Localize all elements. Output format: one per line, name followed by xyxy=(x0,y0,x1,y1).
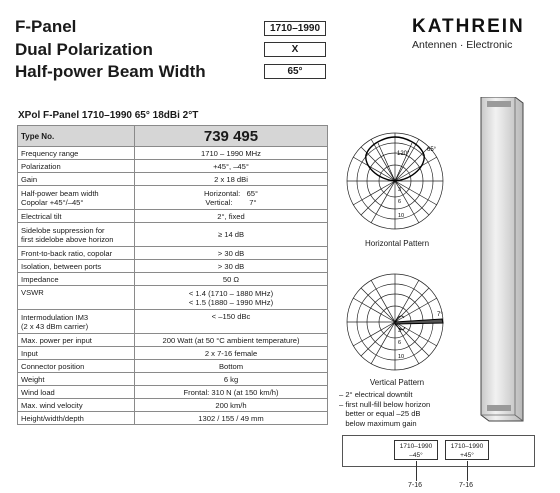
note-line: below maximum gain xyxy=(339,418,417,428)
scale-label-6: 6 xyxy=(398,199,402,205)
row-label: Weight xyxy=(18,373,135,386)
table-row xyxy=(18,173,328,186)
row-value: 6 kg xyxy=(135,373,328,386)
connector-right-polarization: +45° xyxy=(460,452,474,459)
table-row xyxy=(18,273,328,286)
table-row xyxy=(18,247,328,260)
table-row xyxy=(18,334,328,347)
row-label: Max. power per input xyxy=(18,334,135,347)
table-row xyxy=(18,223,328,247)
row-value xyxy=(135,286,328,310)
vertical-pattern-diagram xyxy=(336,272,456,378)
table-row-type xyxy=(18,126,328,147)
row-value-line: < 1.4 (1710 – 1880 MHz) xyxy=(188,288,274,298)
table-row xyxy=(18,260,328,273)
row-value-line: < 1.5 (1880 – 1990 MHz) xyxy=(188,297,274,307)
beam-width-marker xyxy=(378,143,395,181)
table-row xyxy=(18,386,328,399)
row-value: 200 km/h xyxy=(135,399,328,412)
note-line: – 2° electrical downtilt xyxy=(339,390,413,399)
scale-label-3: 3 xyxy=(398,187,402,193)
row-label: Height/width/depth xyxy=(18,412,135,425)
type-number: 739 495 xyxy=(135,126,328,147)
beam-width-marker xyxy=(395,143,412,181)
row-value: +45°, –45° xyxy=(135,160,328,173)
table-row xyxy=(18,310,328,334)
connector-right-type: 7-16 xyxy=(459,482,474,489)
model-title: XPol F-Panel 1710–1990 65° 18dBi 2°T xyxy=(18,110,199,121)
table-row xyxy=(18,147,328,160)
vertical-beam-shape xyxy=(395,319,443,324)
row-value: 1302 / 155 / 49 mm xyxy=(135,412,328,425)
row-value: 2 x 18 dBi xyxy=(135,173,328,186)
table-row xyxy=(18,186,328,210)
beamwidth-title: Half-power Beam Width xyxy=(15,62,206,81)
row-label: Isolation, between ports xyxy=(18,260,135,273)
row-label-line: Intermodulation IM3 xyxy=(21,312,89,322)
row-label: Frequency range xyxy=(18,147,135,160)
scale-label-6: 6 xyxy=(398,340,402,346)
row-label xyxy=(18,310,135,334)
connector-left-polarization: –45° xyxy=(409,452,423,459)
polarization-box: X xyxy=(264,42,326,57)
product-family-title: F-Panel xyxy=(15,17,77,36)
table-row xyxy=(18,210,328,223)
row-value: Bottom xyxy=(135,360,328,373)
row-value: 2°, fixed xyxy=(135,210,328,223)
type-label: Type No. xyxy=(18,126,135,147)
antenna-panel-illustration xyxy=(469,97,529,424)
row-label: Polarization xyxy=(18,160,135,173)
row-value: > 30 dB xyxy=(135,260,328,273)
connector-right-freq: 1710–1990 xyxy=(450,443,484,450)
connector-left xyxy=(394,440,438,460)
row-label: Max. wind velocity xyxy=(18,399,135,412)
polarization-title: Dual Polarization xyxy=(15,40,153,59)
row-value: Frontal: 310 N (at 150 km/h) xyxy=(135,386,328,399)
row-label xyxy=(18,223,135,247)
table-row xyxy=(18,373,328,386)
row-label-line: first sidelobe above horizon xyxy=(21,234,114,244)
row-label xyxy=(18,186,135,210)
note-line: – first null-fill below horizon xyxy=(339,399,431,409)
table-row xyxy=(18,412,328,425)
connector-left-stem xyxy=(416,461,417,481)
row-label-line: Copolar +45°/–45° xyxy=(21,197,84,207)
connector-right-stem xyxy=(467,461,468,481)
logo-wordmark: KATHREIN xyxy=(412,16,525,37)
row-label-line: (2 x 43 dBm carrier) xyxy=(21,321,89,331)
connector-right xyxy=(445,440,489,460)
scale-label-3: 3 xyxy=(398,328,402,334)
connector-left-freq: 1710–1990 xyxy=(399,443,433,450)
table-row xyxy=(18,160,328,173)
row-value: > 30 dB xyxy=(135,247,328,260)
row-label-line: Half-power beam width xyxy=(21,188,99,198)
table-row xyxy=(18,399,328,412)
angle-label-65: 65° xyxy=(427,147,437,153)
tilt-angle-label: 7° xyxy=(437,312,443,318)
table-row xyxy=(18,360,328,373)
row-value: 2 x 7-16 female xyxy=(135,347,328,360)
vertical-pattern-caption: Vertical Pattern xyxy=(369,378,425,387)
row-value: ≥ 14 dB xyxy=(135,223,328,247)
connector-diagram xyxy=(342,435,535,467)
row-label: Wind load xyxy=(18,386,135,399)
scale-label-10: 10 xyxy=(398,213,405,219)
logo-tagline: Antennen · Electronic xyxy=(412,39,513,51)
row-value: 200 Watt (at 50 °C ambient temperature) xyxy=(135,334,328,347)
row-label-line: Sidelobe suppression for xyxy=(21,225,105,235)
row-value: 1710 – 1990 MHz xyxy=(135,147,328,160)
row-label: Electrical tilt xyxy=(18,210,135,223)
table-row xyxy=(18,286,328,310)
horizontal-pattern-caption: Horizontal Pattern xyxy=(364,239,430,248)
spec-table xyxy=(17,125,328,425)
row-label: Gain xyxy=(18,173,135,186)
row-label: VSWR xyxy=(18,286,135,310)
row-label: Connector position xyxy=(18,360,135,373)
pattern-notes xyxy=(339,390,430,428)
scale-label-10: 10 xyxy=(398,354,405,360)
horizontal-pattern-diagram xyxy=(336,129,456,239)
table-row xyxy=(18,347,328,360)
row-value-line: Vertical: 7° xyxy=(205,197,257,207)
row-label: Impedance xyxy=(18,273,135,286)
beamwidth-box: 65° xyxy=(264,64,326,79)
row-value xyxy=(135,186,328,210)
angle-label-120: 120° xyxy=(397,151,410,157)
row-value: < –150 dBc xyxy=(135,310,328,334)
connector-left-type: 7-16 xyxy=(408,482,423,489)
kathrein-logo xyxy=(412,17,542,51)
row-label: Input xyxy=(18,347,135,360)
row-value: 50 Ω xyxy=(135,273,328,286)
row-label: Front-to-back ratio, copolar xyxy=(18,247,135,260)
note-line: better or equal –25 dB xyxy=(339,409,421,418)
frequency-box: 1710–1990 xyxy=(264,21,326,36)
row-value-line: Horizontal: 65° xyxy=(203,188,259,198)
